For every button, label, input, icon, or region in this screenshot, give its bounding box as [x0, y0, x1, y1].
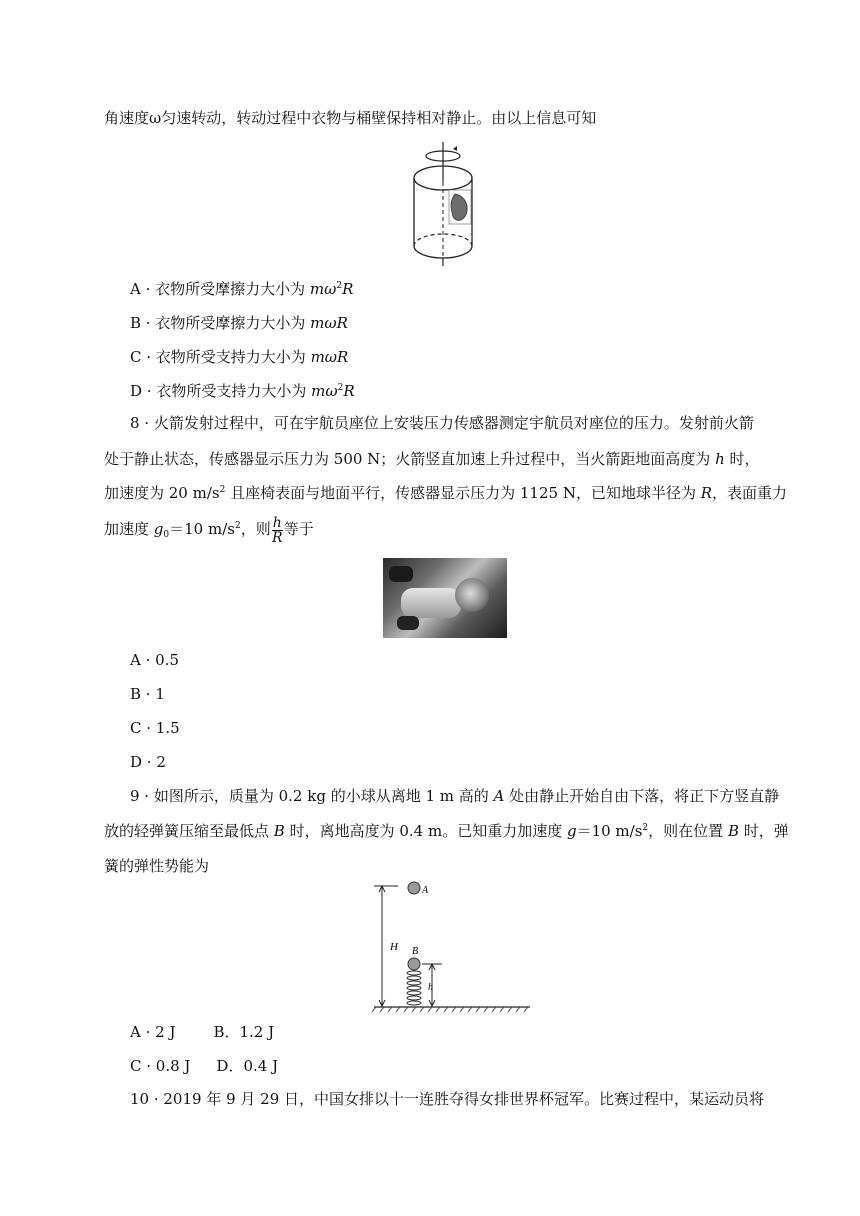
- q9-line-3: 簧的弹性势能为: [104, 857, 210, 875]
- q7-option-d: D · 衣物所受支持力大小为 $m\omega^2R$: [130, 382, 355, 400]
- q8-option-c: C · 1.5: [130, 719, 180, 737]
- label-A: A: [422, 885, 429, 896]
- q8-option-d: D · 2: [130, 753, 166, 771]
- q7-option-a: A · 衣物所受摩擦力大小为 $m\omega^2R$: [130, 280, 354, 298]
- q8-line-4: 加速度 $g_0=10$ $m/s^2$，则 $\frac{h}{R}$ 等于: [104, 514, 314, 546]
- q8-line-3: 加速度为 20 $m/s^2$ 且座椅表面与地面平行，传感器显示压力为 1125 N，已知地球半径为 R，表面重力: [104, 484, 788, 502]
- q9-line-1: 9 · 如图所示，质量为 0.2 kg 的小球从离地 1 m 高的 A 处由静止开始自由下落，将正下方竖直静: [130, 787, 780, 805]
- q9-options-row-2: C · 0.8 J D．0.4 J: [130, 1057, 279, 1075]
- q9-line-2: 放的轻弹簧压缩至最低点 B 时，离地高度为 0.4 m。已知重力加速度 g＝10 $m/s^2$，则在位置 B 时，弹: [104, 822, 789, 840]
- spring-ball-figure: [368, 880, 538, 1015]
- q8-option-b: B · 1: [130, 685, 165, 703]
- h-over-r-fraction: $\frac{h}{R}$: [271, 514, 283, 546]
- label-B: B: [412, 946, 419, 957]
- label-H: H: [390, 941, 398, 953]
- q7-option-b: B · 衣物所受摩擦力大小为 mωR: [130, 314, 348, 332]
- q8-option-a: A · 0.5: [130, 651, 179, 669]
- astronaut-photo: [383, 558, 507, 638]
- rotating-drum-figure: [400, 142, 500, 266]
- q9-options-row-1: A · 2 J B．1.2 J: [130, 1023, 275, 1041]
- q7-option-c: C · 衣物所受支持力大小为 mωR: [130, 348, 349, 366]
- q7-stem-tail: 角速度ω匀速转动，转动过程中衣物与桶壁保持相对静止。由以上信息可知: [104, 109, 597, 127]
- q8-line-2: 处于静止状态，传感器显示压力为 500 N；火箭竖直加速上升过程中，当火箭距地面高度为 h 时，: [104, 450, 760, 468]
- label-h: h: [428, 982, 433, 993]
- q10-line-1: 10 · 2019 年 9 月 29 日，中国女排以十一连胜夺得女排世界杯冠军。比赛过程中，某运动员将: [130, 1090, 765, 1108]
- q8-line-1: 8 · 火箭发射过程中，可在宇航员座位上安装压力传感器测定宇航员对座位的压力。发射前火箭: [130, 414, 754, 432]
